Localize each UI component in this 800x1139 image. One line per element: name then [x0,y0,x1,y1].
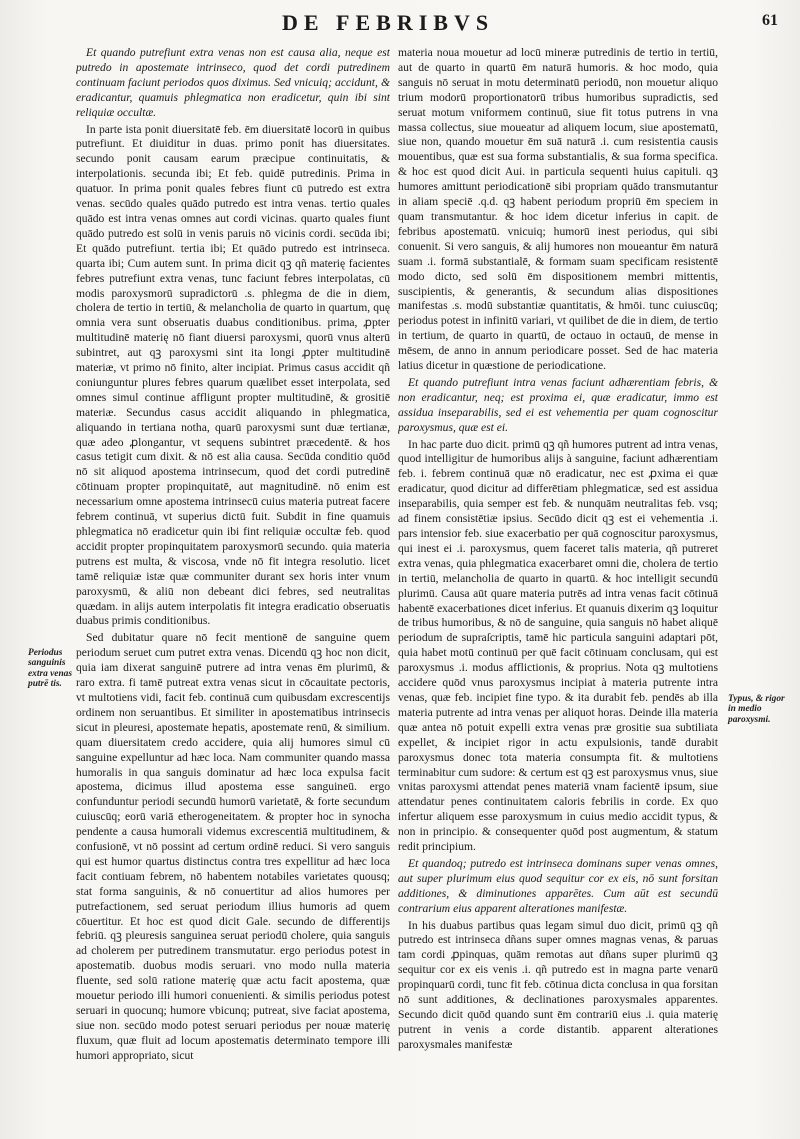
commentary-paragraph: In his duabus partibus quas legam simul duo dicit, primū qꝫ qñ putredo est intrinseca dñans super omnes magnas venas, & paruas tam cordi ꝓpinquas, quām remotas aut dñans super plurimū qꝫ sequitur cor ex eis venis .i. qñ putredo est in magna parte venarū propinquarū cordi, tunc fit feb. cōtinua dicta conclusa in qua forsitan nō sunt additiones, & declinationes paroxysmales apparentes. Secundo dicit quōd quando sunt ēm contrariū eius .i. quia materię putrent in venis a corde distantib. apparent alterationes paroxysmales manifestæ [398,918,718,1051]
commentary-paragraph: In parte ista ponit diuersitatē feb. ēm diuersitatē locorū in quibus putrefiunt. Et diuiditur in duas. primo ponit has diuersitates. secundo ponit causam earum præcipue continuitatis, & interpolationis. secunda ibi; Et feb. quidē putredinis. Prima in quatuor. In prima ponit quales febres fiunt cū putredo est extra venas. secūdo quales quādo putredo est intra venas. tertio quales quādo est intra venas omnes aut cordi vicinas. quarto quales fiunt quādo putredo est solū in venis paruis nō vicinis cordi. secūda ibi; Et quādo putrefiunt. tertia ibi; Et quādo putredo est intrinseca. quarta ibi; Cum autem sunt. In prima dicit qꝫ qñ materię facientes febres putrefiunt extra venas, tunc faciunt febres interpolatas, cū modis paroxysmorū supradictorū .s. phlegma de die in diem, cholera de tertio in tertiū, & melancholia de quarto in quartum, quę omnia vera sunt obseruatis duabus conditionibus. prima, ꝓpter multitudinē materię nō fiant diuersi paroxysmi, quorū vnus alterū subintret, aut qꝫ paroxysmi sint ita longi ꝓpter multitudinē materiæ, vt primo nō finito, alter incipiat. Primus casus accidit qñ coniunguntur plures febres quarum quælibet esset interpolata, sed omnes simul continue affligunt propter multitudinē, & grositiē materiæ. Secundus casus accidit aliquando in phlegmatica, aliquando in tertiana notha, quarū paroxysmi sunt duæ tertianæ, quæ adeo ꝓlongantur, vt sequens subintret præcedentē. & hos casus tetigit cum dixit. & nō est alia causa. Secūda conditio quōd nō sit aliquod apostema intrinsecum, quod det cordi putredinē cōtinuam propter propinquitatē, aut magnitudinē. nō enim est necessarium omne apostema intrinsecū cuius materia putreat facere febrem continuā, vt superius dictū fuit. Subdit in fine quamuis phlegmatica nō eradicetur quin ibi fint reliquiæ occultæ feb. quod accidit propter propinquitatem paroxysmorū secundo. quia materia putrens est multa, & viscosa, vnde nō fit integra resolutio. licet tamē reliquiæ istæ quæ communiter durant sex horis inter vnum paroxysmū, & aliū non debeant dici febres, sed neutralitas quædam. in alijs autem interpolatis fit integra eradicatio obseruatis duabus primis conditionibus. [76,122,390,628]
margin-note-left: Periodus sanguinis extra venas putrē tis. [28,648,73,690]
lemma-paragraph: Et quando putrefiunt extra venas non est causa alia, neque est putredo in apostemate intrinseco, quod det cordi putredinem continuam faciunt periodos quos diximus. Sed vnicuiq; accidunt, & eradicantur, quamuis phlegmatica non eradicetur, quin ibi sint reliquiæ occultæ. [76,46,390,119]
margin-note-right: Typus, & rigor in medio paroxysmi. [728,694,785,725]
lemma-paragraph: Et quando putrefiunt intra venas faciunt adhærentiam febris, & non eradicantur, neq; est proxima ei, quæ eradicatur, immo est assidua inseparabilis, sed ei est vehementia per quam cognoscitur paroxysmus, quæ est ei. [398,375,718,434]
lemma-paragraph: Et quandoq; putredo est intrinseca dominans super venas omnes, aut super plurimum eius quod sequitur cor ex eis, nō sunt forsitan additiones, & diminutiones apparētes. Cum aūt est secundū contrarium eius apparent alterationes manifestæ. [398,856,718,915]
right-column [398,46,718,1132]
commentary-paragraph: Sed dubitatur quare nō fecit mentionē de sanguine quem periodum seruet cum putret extra venas. Dicendū qꝫ hoc non dicit, quia iam dixerat sanguinē putrere ad intra venas ēm plurimū, & raro extra. fi tamē putreat extra venas sicut in cōcauitate pectoris, vt multotiens vidi, facit feb. continuā cum quibusdam excrescentijs ordinem non seruantibus. Et similiter in apostematibus intrinsecis sicut in pleuresi, apostemate hepatis, apostemate renū, & similium. quam diuersitatem credo accidere, quia alij humores simul cū sanguine expelluntur ad hæc loca. Nam communiter quando massa humoralis in qua sanguis dominatur ad hæc loca expulsa facit apostema, dicimus illud apostema esse sanguineū. ergo confunduntur periodi secundū humorū varietatē, & forte secundum cuiuscūq; eorū variā etherogeneitatem. & propter hoc in synocha pendente a causa humorali videmus excrescentiā multitudinem, & confusionē, vt nō possint ad certum ordinē reduci. Si vero sanguis qui est humor quartus distinctus contra tres expellitur ad hæc loca facit contiuam febrem, nō habentem notabiles varietates quousq; stat forma sanguinis, & nō conuertitur ad alios humores per putrefactionem, sed seruat periodum illius humoris ad quem cōuertitur. Et hoc est quod dicit Gale. secundo de differentijs febriū. qꝫ pleuresis sanguinea seruat periodū cholere, quia sanguis ad cholerem per putredinem transmutatur. ergo periodus potest in apostematib. duobus modis seruari. vno modo nulla materia fluente, sed solū ratione materię quæ actu facit apostema, quæ mouetur periodo illi humori conuenienti. & similis periodus potest seruari in quocunq; humore vbicunq; putreat, sive faciat apostema, siue non. secūdo modo potest seruari periodus per nouæ materię fluxum, quæ fluit ad locum apostematis determinato tempore illi humori appropriato, sicut [76,631,390,1062]
commentary-paragraph: materia noua mouetur ad locū mineræ putredinis de tertio in tertiū, aut de quarto in quartū ēm naturā humoris. & hoc modo, quia sanguis nō seruat in motu determinatū periodū, non mouetur aliquo trium modorū proportionatorū tribus humoribus supradictis, sed seruat motum vniformem continuū, siue fit totus putrens in vna massa collectus, siue moueatur ad aliquem locum, siue apostematū, siue non, quando mouetur ēm suā naturā .i. cum resistentia causis mouentibus, quæ est sua forma substantialis, & sua forma specifica. & hoc est quod dicit Aui. in particula sequenti huius capituli. qꝫ humores amittunt periodicationē sibi propriam quādo transmutantur in aliam speciē .q.d. qꝫ habent periodum propriū ēm speciem in quam transmutantur. & hoc idem dicetur inferius in capit. de febribus apostematū. vnicuiq; humorū inest periodus, qui sibi conuenit. Si vero sanguis, & alij humores non moueantur ēm naturā suam .i. formā substantialē, & formam suam specificam resistentē modo dicto, sed solū ēm dispositionem membri mittentis, suscipientis, & generantis, & secundum alias dispositiones manifestas .s. modū substantiæ quantitatis, & hmōi. tunc cuiuscūq; periodus potest in infinitū variari, vt quilibet de die in diem, de tertio in tertium, de quarto in quartū, de octauo in octauū, de mense in mēsem, de anno in annum periodicare posset. Sed de hac materia latius dicetur in quæstione de periodicatione. [398,46,718,373]
running-head: DE FEBRIBVS [282,10,495,35]
left-column [76,46,390,1132]
page-number: 61 [762,12,778,29]
commentary-paragraph: In hac parte duo dicit. primū qꝫ qñ humores putrent ad intra venas, quod intelligitur de humoribus alijs à sanguine, faciunt adhærentiam feb. i. febrem continuā quæ nō eradicatur, nec est ꝓxima ei quæ eradicatur, quod dicitur ad differētiam phlegmaticæ, sed est assidua inseparabilis, quia semper est feb. & nunquām neutralitas feb. vsq; ad finem consistētiæ ipsius. Secūdo dicit qꝫ est ei vehementia .i. pars intensior feb. siue exacerbatio per quā cognoscitur paroxysmus, qui inest ei .i. paroxysmus, quem faceret talis materia, qñ putreret extra venas, quia phlegmatica exacerbaret omni die, cholera de tertio in tertiū, melancholia de quarto in quartū. & hoc intelligit secundū plurimū. Causa aūt quare materia putrēs ad intra venas facit cōtinuā habentē exacerbationes dicet inferius. Et quanuis dixerim qꝫ loquitur de tribus humoribus, & nō de sanguine, quia sanguis nō habet aliquē periodum de supraſcriptis, tamē hic particula sanguini adaptari pōt, quia habet motū continuū per quē facit cōtinuam conclusam, qui est paroxysmus .i. modus afflictionis, & proprius. Nota qꝫ multotiens accidere quōd vnus paroxysmus incipiat à materia putrente intra venas, quæ feb. incipiet fine typo. & ita durabit feb. pendēs ab illa materia putrente ad intra venas per aliquot horas. Deinde illa materia quæ antea nō potuit expelli extra venas præ grositie sua subtiliata expellet, & incipiet rigor in actu expulsionis, tandē durabit paroxysmus donec tota materia consumpta fit. & multotiens terminabitur cum sudore: & certum est qꝫ est paroxysmus vnus, siue vnitas paroxysmi attendat penes materiā vnam facientē ipsum, siue attendatur penes continuitatem caloris febrilis in corde. Ex quo infertur aliquem esse paroxysmum in cuius medio accidit typus, & non in principio. & consequenter quōd post augmentum, & statum redit principium. [398,437,718,854]
page-header [0,4,800,40]
